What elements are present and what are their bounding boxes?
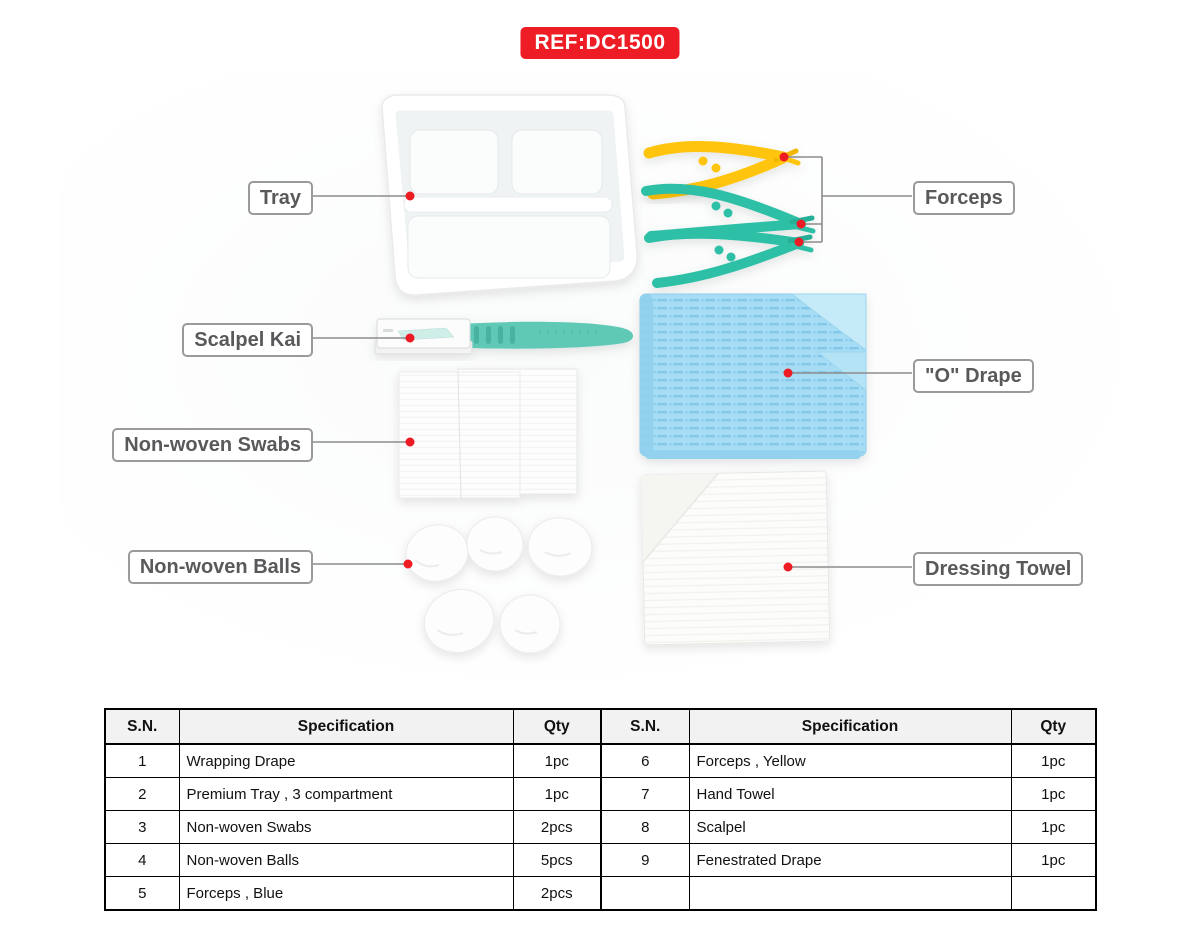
cell-qty: 5pcs: [513, 844, 601, 877]
cell-spec: Fenestrated Drape: [689, 844, 1011, 877]
cell-spec: Wrapping Drape: [179, 744, 513, 778]
cell-sn: 6: [601, 744, 689, 778]
cell-spec: Non-woven Balls: [179, 844, 513, 877]
cell-spec: Hand Towel: [689, 778, 1011, 811]
cell-spec: Non-woven Swabs: [179, 811, 513, 844]
cell-qty: 1pc: [513, 744, 601, 778]
cell-qty: 1pc: [513, 778, 601, 811]
cell-sn: 7: [601, 778, 689, 811]
cell-qty: 1pc: [1011, 744, 1096, 778]
o-drape-image: [640, 294, 866, 459]
header-sn-left: S.N.: [105, 709, 179, 744]
swabs-image: [399, 369, 577, 498]
label-tray: Tray: [248, 181, 313, 215]
header-spec-left: Specification: [179, 709, 513, 744]
tray-image: [382, 95, 637, 295]
label-forceps: Forceps: [913, 181, 1015, 215]
cell-sn: 2: [105, 778, 179, 811]
header-spec-right: Specification: [689, 709, 1011, 744]
cell-spec: Premium Tray , 3 compartment: [179, 778, 513, 811]
label-o-drape: "O" Drape: [913, 359, 1034, 393]
ref-badge: REF:DC1500: [520, 27, 679, 59]
balls-image: [400, 514, 596, 661]
label-swabs: Non-woven Swabs: [112, 428, 313, 462]
label-towel: Dressing Towel: [913, 552, 1083, 586]
cell-qty: 1pc: [1011, 778, 1096, 811]
cell-spec: Scalpel: [689, 811, 1011, 844]
label-balls: Non-woven Balls: [128, 550, 313, 584]
cell-qty: 1pc: [1011, 811, 1096, 844]
header-sn-right: S.N.: [601, 709, 689, 744]
cell-qty: 1pc: [1011, 844, 1096, 877]
cell-sn: 5: [105, 877, 179, 911]
cell-sn: 4: [105, 844, 179, 877]
forceps-green-icon: [646, 189, 813, 283]
header-qty-right: Qty: [1011, 709, 1096, 744]
label-scalpel: Scalpel Kai: [182, 323, 313, 357]
cell-qty: 2pcs: [513, 877, 601, 911]
header-qty-left: Qty: [513, 709, 601, 744]
cell-qty: 2pcs: [513, 811, 601, 844]
cell-sn: 1: [105, 744, 179, 778]
towel-image: [641, 471, 830, 645]
cell-spec: Forceps , Yellow: [689, 744, 1011, 778]
cell-sn: 8: [601, 811, 689, 844]
cell-sn: 9: [601, 844, 689, 877]
cell-spec: Forceps , Blue: [179, 877, 513, 911]
cell-sn: 3: [105, 811, 179, 844]
